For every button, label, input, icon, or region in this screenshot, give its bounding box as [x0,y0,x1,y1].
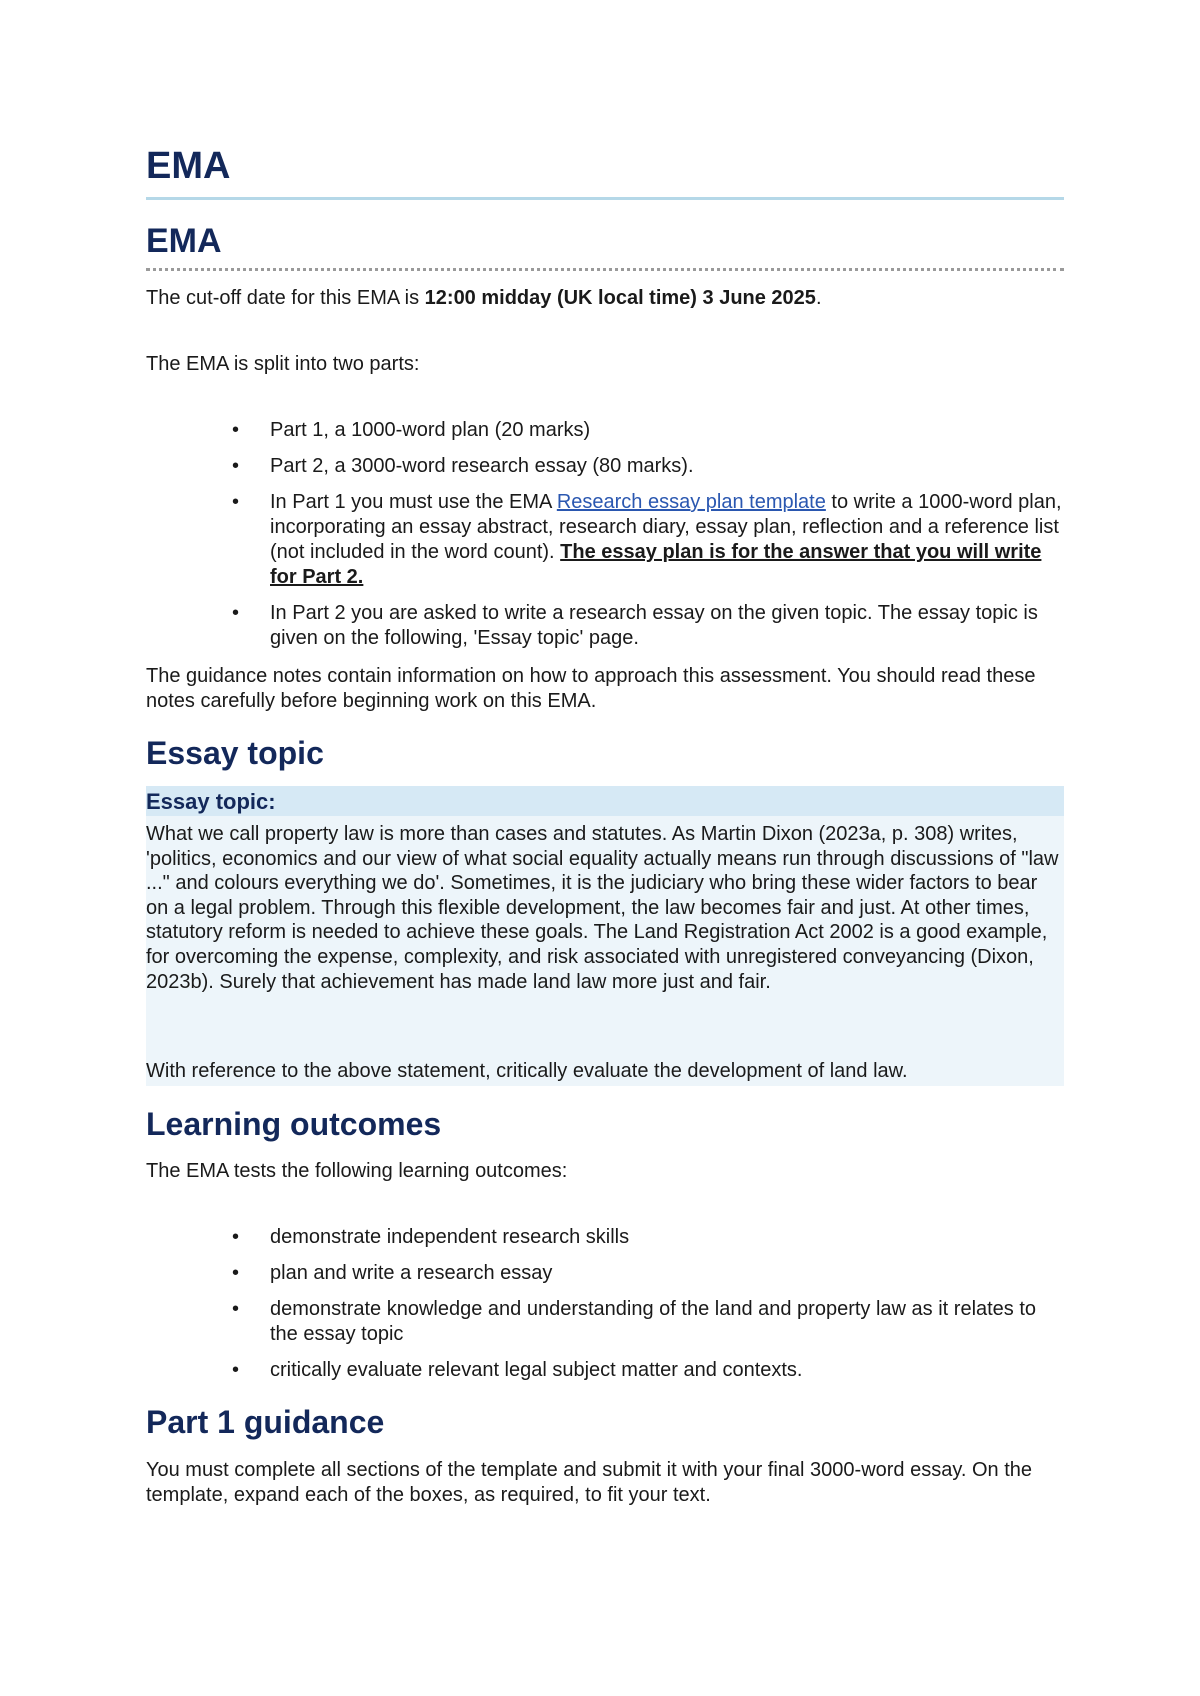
list-item [146,454,1064,479]
part1-instruction-prefix: In Part 1 you must use the EMA [270,491,557,513]
title-divider [146,197,1064,200]
cutoff-suffix: . [815,287,822,309]
bullet-icon: • [232,1298,240,1320]
bullet-icon: • [232,491,240,513]
research-essay-plan-template-link[interactable]: Research essay plan template [556,491,826,513]
learning-outcomes-heading: Learning outcomes [146,1106,442,1142]
essay-topic-box-header [146,786,1064,816]
list-item [146,490,1064,590]
bullet-icon: • [232,602,240,624]
learning-outcomes-list [146,1225,1064,1394]
part2-item-text: Part 2, a 3000-word research essay (80 marks). [270,455,694,477]
bullet-icon: • [232,1359,240,1381]
outcome-text: demonstrate knowledge and understanding of the land and property law as it relates to the essay topic [270,1298,1037,1345]
guidance-note: The guidance notes contain information on how to approach this assessment. You should read these notes carefully before beginning work on this EMA. [146,665,1036,712]
bullet-icon: • [232,419,240,441]
list-item [146,1225,1064,1250]
cutoff-date-text [146,286,1064,311]
essay-topic-box [146,786,1064,1086]
page-title: EMA [146,145,231,187]
learning-outcomes-intro: The EMA tests the following learning outcomes: [146,1160,568,1182]
cutoff-date: 12:00 midday (UK local time) 3 June 2025 [424,287,816,309]
bullet-icon: • [232,455,240,477]
essay-plan-emphasis: The essay plan is for the answer that you will write for Part 2. [270,541,1042,588]
outcome-text: demonstrate independent research skills [270,1226,630,1248]
cutoff-prefix: The cut-off date for this EMA is [146,287,425,309]
essay-topic-heading: Essay topic [146,735,324,771]
list-item [146,1358,1064,1383]
essay-topic-label: Essay topic: [146,789,276,814]
list-item [146,1261,1064,1286]
list-item [146,418,1064,443]
split-intro: The EMA is split into two parts: [146,353,420,375]
part2-instruction-text: In Part 2 you are asked to write a research essay on the given topic. The essay topic is given on the following, 'Essay topic' page. [270,602,1038,649]
bullet-icon: • [232,1262,240,1284]
outcome-text: critically evaluate relevant legal subject matter and contexts. [270,1359,803,1381]
part1-guidance-heading: Part 1 guidance [146,1404,385,1440]
parts-list [146,418,1064,662]
list-item [146,1297,1064,1347]
section-heading-ema: EMA [146,222,222,260]
section-divider [146,268,1064,271]
part1-guidance-text: You must complete all sections of the template and submit it with your final 3000-word essay. On the template, expand each of the boxes, as required, to fit your text. [146,1459,1033,1506]
essay-topic-statement: What we call property law is more than cases and statutes. As Martin Dixon (2023a, p. 308) writes, 'politics, economics and our view of what social equality actually means run through discussions of "law ..." and colours everything we do'. Sometimes, it is the judiciary who bring these wider factors to bear on a legal problem. Through this flexible development, the law becomes fair and just. At other times, statutory reform is needed to achieve these goals. The Land Registration Act 2002 is a good example, for overcoming the expense, complexity, and risk associated with unregistered conveyancing (Dixon, 2023b). Surely that achievement has made land law more just and fair. [146,823,1059,993]
outcome-text: plan and write a research essay [270,1262,553,1284]
part1-instruction-middle: to write a 1000-word plan, incorporating an essay abstract, research diary, essay plan, reflection and a reference list (not included in the word count). [270,491,1062,563]
part1-item-text: Part 1, a 1000-word plan (20 marks) [270,419,591,441]
bullet-icon: • [232,1226,240,1248]
list-item [146,601,1064,651]
essay-topic-question: With reference to the above statement, critically evaluate the development of land law. [146,1060,908,1082]
